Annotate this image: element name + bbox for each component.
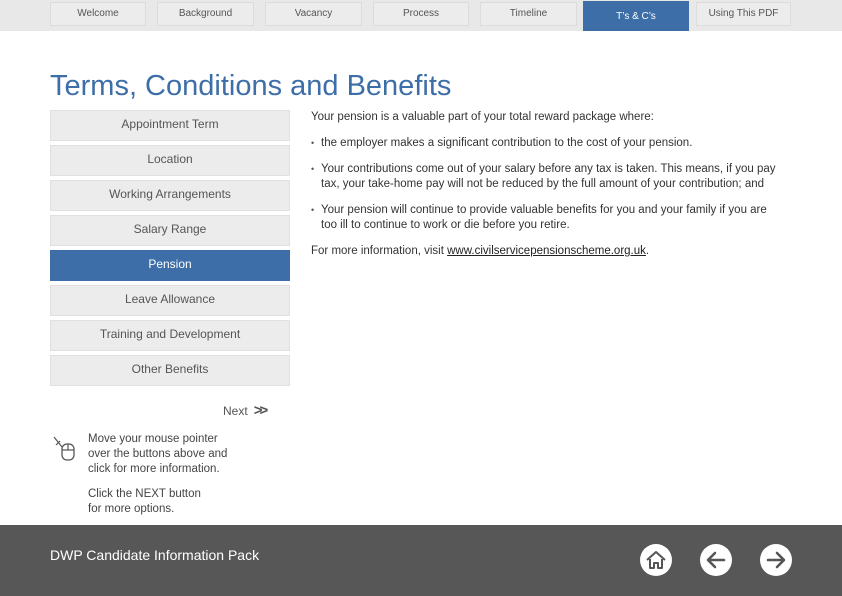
sidebar-item-appointment-term[interactable]: Appointment Term: [50, 110, 290, 141]
top-nav-bar: [0, 0, 842, 31]
tab-process[interactable]: Process: [373, 2, 469, 26]
intro-text: Your pension is a valuable part of your total reward package where:: [311, 111, 654, 123]
footer: [0, 525, 842, 596]
list-item: • the employer makes a significant contribution to the cost of your pension.: [311, 136, 781, 151]
tab-background[interactable]: Background: [157, 2, 254, 26]
home-icon[interactable]: [640, 544, 672, 576]
forward-arrow-icon[interactable]: [760, 544, 792, 576]
hint-text-next: [88, 487, 201, 517]
tab-vacancy[interactable]: Vacancy: [265, 2, 362, 26]
hint-line: click for more information.: [88, 463, 220, 475]
hint-line: over the buttons above and: [88, 448, 228, 460]
sidebar-item-leave-allowance[interactable]: Leave Allowance: [50, 285, 290, 316]
more-info-text: [311, 244, 781, 259]
back-arrow-icon[interactable]: [700, 544, 732, 576]
sidebar-item-location[interactable]: Location: [50, 145, 290, 176]
sidebar-item-other-benefits[interactable]: Other Benefits: [50, 355, 290, 386]
tab-ts-and-cs[interactable]: T’s & C’s: [583, 1, 689, 31]
next-label: Next: [223, 403, 248, 418]
hint-line: for more options.: [88, 503, 175, 515]
tab-using-this-pdf[interactable]: Using This PDF: [696, 2, 791, 26]
more-info-suffix: .: [645, 245, 650, 257]
double-chevron-right-icon: >>: [253, 402, 266, 419]
sidebar-item-working-arrangements[interactable]: Working Arrangements: [50, 180, 290, 211]
mouse-icon: [52, 435, 78, 461]
hint-line: Move your mouse pointer: [88, 433, 218, 445]
next-button[interactable]: [223, 402, 265, 419]
list-item: • Your contributions come out of your salary before any tax is taken. This means, if you pay tax, your take-home pay will not be reduced by the full amount of your contribution; and: [311, 162, 781, 192]
sidebar-item-pension[interactable]: Pension: [50, 250, 290, 281]
benefit-list: [311, 136, 781, 233]
pension-scheme-link[interactable]: www.civilservicepensionscheme.org.uk: [447, 245, 646, 257]
more-info-prefix: For more information, visit: [311, 245, 448, 257]
tab-welcome[interactable]: Welcome: [50, 2, 146, 26]
tab-timeline[interactable]: Timeline: [480, 2, 577, 26]
hint-line: Click the NEXT button: [88, 488, 201, 500]
page-title: Terms, Conditions and Benefits: [50, 70, 452, 102]
hint-text-mouse: [88, 432, 227, 477]
sidebar-item-salary-range[interactable]: Salary Range: [50, 215, 290, 246]
sidebar-item-training-and-development[interactable]: Training and Development: [50, 320, 290, 351]
footer-title: DWP Candidate Information Pack: [50, 547, 260, 563]
pension-content: [311, 110, 781, 259]
list-item: • Your pension will continue to provide valuable benefits for you and your family if you are too ill to continue to work or die before you retire.: [311, 203, 781, 233]
